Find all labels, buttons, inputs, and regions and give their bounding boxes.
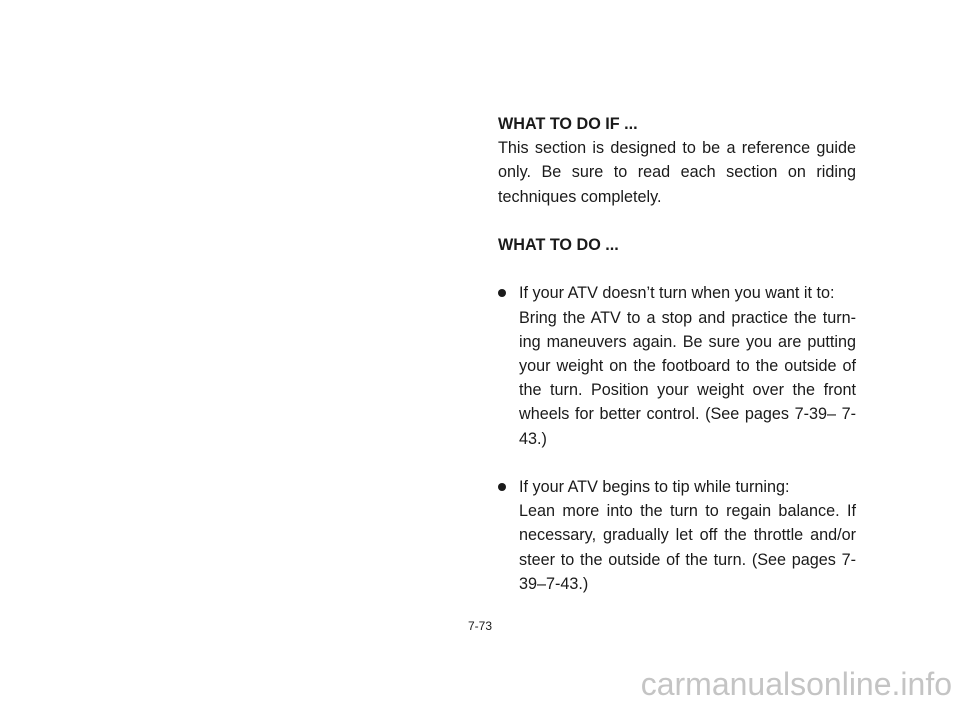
section-subheading: WHAT TO DO ... — [498, 236, 619, 254]
spacer — [498, 209, 856, 233]
section-intro: This section is designed to be a reference guide only. Be sure to read each section on riding techniques completely. — [498, 139, 856, 206]
list-item-title: If your ATV doesn’t turn when you want it to: — [519, 284, 835, 303]
section-heading: WHAT TO DO IF ... — [498, 115, 638, 133]
list-item-body: Bring the ATV to a stop and practice the turn-ing maneuvers again. Be sure you are putting your weight on the footboard to the outside of the turn. Position your weight over the front wheels for better control. (See pages 7-39– 7-43.) — [519, 308, 856, 448]
list-item-title: If your ATV begins to tip while turning: — [519, 478, 790, 496]
list-item — [498, 475, 856, 596]
spacer — [498, 451, 856, 475]
bullet-icon — [498, 281, 514, 305]
watermark: carmanualsonline.info — [640, 666, 952, 702]
page-number: 7-73 — [467, 619, 493, 633]
manual-text-column — [498, 112, 856, 596]
spacer — [498, 257, 856, 281]
list-item — [498, 281, 856, 450]
bullet-icon — [498, 475, 514, 499]
list-item-body: Lean more into the turn to regain balance. If necessary, gradually let off the throttle and/or steer to the outside of the turn. (See pages 7-39–7-43.) — [519, 502, 856, 593]
